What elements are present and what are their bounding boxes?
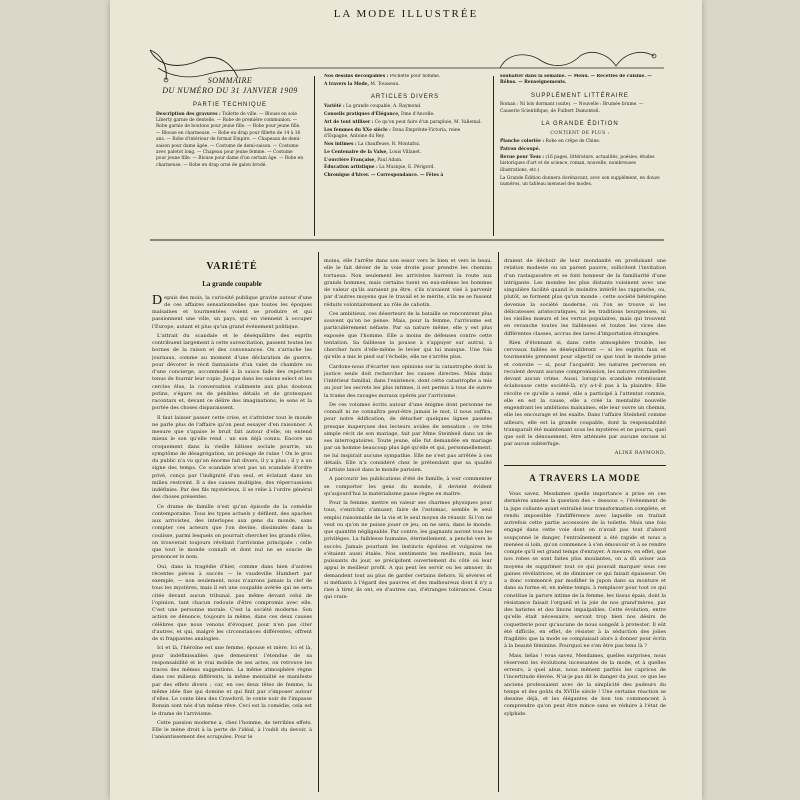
- body-paragraph: Vous savez, Mesdames quelle importance a prise en ces dernières années la question des « dessous », l'évènement de la jupe collante ayant entraîné leur transformation complète, et rendu impossible l'indifférence avec laquelle on traitait autrefois cette partie accessoire de la toilette. Mais une fois engagé dans cette voie dont on n'avait pas tout d'abord soupçonné le danger, l'entraînement a été rapide et nous a menées si loin, qu'on commence à s'en émouvoir et à se rendre compte qu'il est grand temps d'enrayer. A mesure, en effet, que nos robes se sont faites plus moulantes, on a dû aviser aux moyens de supprimer tout ce qui pouvait marquer sous ces gaines révélatrices, et de diminuer ce qui faisait épaisseur. On a donc commencé par modifier le jupon dans sa monture et dans sa forme et, en même temps, à remplacer pour tout ce qui constitue la parure intime de la femme, les tissus épais, dont la résistance faisait l'orgueil et la joie de nos grand'mères, par des batistes et des linons impalpables. Cette évolution, entre qu'elle était nécessaire, servait trop bien nos désirs de coquetterie pour qu'aucune de nous songeât à protester. Il eût été difficile, en effet, de résister à la séduction des jolies fragilités que la mode se complaisait alors à donner pour écrin à la beauté féminine. Pourquoi ne s'en être pas tenu là ?: [504, 491, 666, 650]
- contents-line: [324, 82, 486, 88]
- variete-column: [152, 260, 312, 796]
- line-lead: A travers la Mode,: [324, 81, 370, 87]
- variete-paragraph: Oui, dans la tragédie d'hier, comme dans bien d'autres récentes pièces à succès — le vaudeville Humbert par exemple, — non seulement, nous n'aurons jamais la clef de tous les mystères, mais il est une coupable avérée qui ne sera citée devant aucun tribunal, pas même devant celui de l'opinion, tant chacun redoute d'être compromis avec elle. C'est une personne morale. C'est la société moderne. Son action se dénonce, toujours la même, dans ces deux causes célèbres que nous venons d'évoquer, pour n'en pas citer d'autres, et qui, malgré les circonstances différentes, offrent de si frappantes analogies.: [152, 563, 312, 643]
- grande-edition-sub: CONTIENT DE PLUS :: [550, 130, 610, 136]
- grande-item: [500, 155, 660, 174]
- item-text: Dona Emprénte-Victoria, reine d'Espagne, Antoine du Rey.: [324, 127, 461, 139]
- description-text: Toilette de ville. — Blouse en soie Liberty garnie de dentelle. — Robe de première communion. — Robe garnie de boutons pour jeune fille. — Robe pour jeune fille. — Blouse en charmeuse. — Robe en drap pour fillette de 14 à 16 ans. — Robe d'intérieur de format Empire. — Chapeaux de demi-saison pour dame âgée. — Costume de demi-saison. — Costume avec paletot long. — Chapeau pour jeune femme. — Costume pour jeune fille. — Blouse pour dame d'un certain âge. — Robe en charmeuse. — Robe en drap orné de galon brodé.: [156, 111, 304, 168]
- item-text: Dme d'Ancelle.: [400, 111, 435, 117]
- body-paragraph: Ces ambitieux, ces déserteurs de la bataille se rencontrent plus souvent qu'on ne pense. Mais, pour la femme, l'arrivisme est particulièrement néfaste. Par sa nature même, elle y est plus exposée que l'homme. Elle a moins de défenses contre cette tentation. Sa faiblesse la pousse à s'appuyer sur autrui, à chercher hors d'elle-même le levier qui lui manque. Une fois qu'elle a mis le pied sur l'échelle, elle ne s'arrête plus.: [324, 310, 492, 361]
- grande-edition-heading: LA GRANDE ÉDITION: [541, 121, 619, 128]
- item-text: Louis Villanet.: [389, 149, 422, 155]
- item-lead: Variété :: [324, 103, 345, 109]
- item-text: La grande coupable, A. Raymond.: [346, 103, 422, 109]
- item-text: Ce qu'on peut faire d'un parapluie, M. Vallemal.: [374, 119, 482, 125]
- article-item: [324, 142, 486, 148]
- sommaire-band: [148, 46, 666, 242]
- item-lead: Patron découpé.: [500, 147, 541, 153]
- contents-line: [324, 74, 486, 80]
- article-item: [324, 150, 486, 156]
- middle-body-column: [324, 258, 492, 796]
- column-rule: [318, 252, 319, 792]
- running-head: LA MODE ILLUSTRÉE: [333, 8, 479, 20]
- description-gravures: [156, 112, 304, 169]
- item-lead: Éducation artistique :: [324, 165, 378, 171]
- contents-right-column: [500, 74, 660, 236]
- variete-paragraph: [152, 292, 312, 331]
- item-text: Robe en crêpe de Chine.: [545, 139, 601, 145]
- article-item: [324, 112, 486, 118]
- contents-middle-column: [324, 74, 486, 236]
- partie-technique-heading: PARTIE TECHNIQUE: [192, 102, 267, 108]
- article-item: [324, 128, 486, 141]
- column-rule: [314, 76, 315, 236]
- item-lead: Les femmes du XXe siècle :: [324, 127, 391, 133]
- column-rule: [493, 76, 494, 236]
- item-lead: Le Centenaire de la Valse,: [324, 149, 388, 155]
- variete-paragraph: L'attrait du scandale et le déséquilibre des esprits contribuent largement à cette surexcitation, passent toutes les bornes de la raison et des convenances. On s'arrache les journaux, comme au moment d'une déclaration de guerre, pour dévorer le récit fantaisiste d'un valet de chambre ou d'une concierge, accommodé à la sauce fade des reporters tenus de fournir leur copie. Jusque dans les salons select et les cercles élus, la conversation s'alimente aux plus douteux potins, s'égare en de pénibles détails et de grotesques racontars et, devant ce délire des imaginations, le sens et la portée des choses disparaissent.: [152, 332, 312, 412]
- item-text: (16 pages, littérature, actualités, poésies, études historiques d'art et de science, roman, nouvelle, nombreuses illustrations, etc.): [500, 155, 655, 173]
- article-item: [324, 120, 486, 126]
- article-item: [324, 165, 486, 171]
- body-paragraph: Rien d'étonnant si, dans cette atmosphère trouble, les cerveaux faibles se déséquilibrent — si les esprits faux et tourmentés prennent pour objectif ce que tout le monde prise et convoite — si, pour l'acquérir, les natures perverses en reculent devant aucune compromission, les natures criminelles devant aucun crime. Aussi, lorsqu'un scandale retentissant éclabousse cette société-là, n'y a-t-il pas à la plaindre. Elle récolte ce qu'elle a semé, elle a participé à l'attentat commis, elle en est la cause, elle a créé la mentalité nouvelle engendrant les ambitions malsaines, elle leur ouvre un chemin, elle les encourage et les exalte. Dans l'affaire Steinheil comme ailleurs, elle est la grande coupable, dont la responsabilité transparaît été maintenant sous les mystères et ne pourra, quel que soit le dénouement, être atténuée par aucune excuse ni par aucun subterfuge.: [504, 339, 666, 448]
- item-lead: Chronique d'hiver. — Correspondance. — Fêtes à: [324, 173, 444, 179]
- dropcap: D: [152, 292, 163, 308]
- item-text: La chauffeuse, R. Montafoz.: [357, 141, 421, 147]
- newspaper-page: [110, 0, 702, 800]
- column-rule: [498, 252, 499, 792]
- article-item: [324, 173, 486, 179]
- body-paragraph: moins, elle l'arrête dans son essor vers le bien et vers le beau, elle le fait dévier de la voie droite pour prendre les chemins tortueux. Non seulement les arrivistes barrent la route aux grands hommes, mais certains tuent en eux-mêmes les hommes de valeur qu'ils auraient pu être, s'ils n'avaient visé à parvenir par d'autres moyens que le travail et le mérite, s'ils ne se fussent réduits volontairement au rôle de cabotin.: [324, 258, 492, 308]
- item-text: La Musique, E. Périgord.: [379, 165, 435, 171]
- body-paragraph: Mais, hélas ! vous savez, Mesdames, quelles surprises, nous réservent les évolutions incessantes de la mode, et à quelles erreurs, à quel abus, nous mènent parfois les caprices de l'incertitude élevée. N'ai-je pas dit le danger du jour, ce que les anciens professaient avec de la simplicité des pudeurs du temps et des goûts du XVIIIe siècle ! Une certaine réaction se dessine déjà, et les élégantes de bon ton commencent à comprendre qu'on peut être mince sans se réduire à l'état de sylphide.: [504, 652, 666, 717]
- article-item: [324, 158, 486, 164]
- item-text: La Grande Édition donnera dorénavant, avec son supplément, en douze numéros, un tableau mensuel des modes.: [500, 175, 660, 187]
- sommaire-column: [156, 76, 304, 236]
- grande-item: [500, 139, 660, 145]
- item-lead: Revue pour Tous :: [500, 155, 545, 160]
- article-item: [324, 104, 486, 110]
- grande-item: [500, 147, 660, 153]
- sommaire-date: DU NUMÉRO DU 31 JANVIER 1909: [162, 86, 298, 95]
- grande-item: [500, 176, 660, 189]
- paragraph-text: epuis des mois, la curiosité publique gravite autour d'une de ces affaires sensationnelles que toutes les époques malsaines et tourmentées voient se produire et qui passionnent une ville, un pays, qui en viennent à occuper l'Europe, autant et plus qu'un grand événement politique.: [152, 294, 312, 330]
- a-travers-heading: A TRAVERS LA MODE: [529, 473, 641, 484]
- variete-heading: VARIÉTÉ: [206, 261, 258, 272]
- item-lead: Conseils pratiques d'Élégance,: [324, 111, 400, 117]
- variete-paragraph: Il faut laisser passer cette crise, et s'attrister tout le monde ne parle plus de l'affaire qu'on peut essayer d'en raisonner. A mesure que s'apaise le bruit fait autour d'elle, on entend mieux le son qu'elle rend : un son déjà connu. Encore un croquement dans la vieille bâtisse sociale pourrie, un symptôme de désagrégation, un présage de ruine ! On le gros du public n'a vu qu'un énorme fait divers, il y a plus ; il y a un signe des temps. Ce scandale n'est pas un scandale d'ordre privé, conçu par l'indignité d'un seul, et éclatant dans un milieu restreint. Il a des causes multiples, des répercussions indéfinies. Par des fils mystérieux, il se relie à l'ordre général des choses présentes.: [152, 414, 312, 501]
- body-paragraph: draient de déchoir de leur mondanité en produisant une relation modeste ou un parent pauvre, sollicitent l'invitation d'un rastaquouère et se font honneur de la familiarité d'une intrigante. Les mondes les plus distants voisinent avec une singulière facilité quand le moindre intérêt les rapproche, ou, plutôt, se forment plus qu'un monde : cette société hétérogène devenue la société moderne, où l'on se trouve si les délicatesses aristocratiques, ni les traditions bourgeoises, ni les vieilles mœurs et les vertus populaires, mais qui trouvent en revanche toutes les faiblesses et toutes les vices des différentes classes, accrus des tares d'importation étrangère.: [504, 258, 666, 337]
- supplement-text: Roman : Ni lois dormant (suite). — Nouvelle : Brumée brume. — Causerie Scientifique, de Fulbert Dumonteil.: [500, 102, 644, 114]
- item-text: Paul Adam.: [377, 157, 403, 163]
- variete-subheading: La grande coupable: [202, 279, 262, 288]
- articles-divers-heading: ARTICLES DIVERS: [370, 94, 440, 101]
- item-lead: Planche coloriée :: [500, 139, 545, 145]
- body-paragraph: A parcourir les publications d'été de famille, à voir commenter se comporter les gens du monde, il devient évident qu'aujourd'hui la matérialisme passe règne en maître.: [324, 476, 492, 497]
- variete-paragraph: Ce drame de famille n'est qu'un épisode de la comédie contemporaine. Tous les types actuels y défilent, des apaches aux arrivistes, des interlopes aux gens du monde, sans compter ces acteurs que l'on devine, dissimulés dans la coulisse, parmi lesquels on pourrait chercher les grands rôles, on trouverait toujours révélant l'arrivisme principale : celle que tout le monde connaît et dont nul ne se soucie de prononcer le nom.: [152, 503, 312, 561]
- body-paragraph: De ces volumes écrits autour d'une énigme dont personne ne connaît ni ne connaîtra peut-être jamais le mot, il nous suffira, pour notre édification, de détacher quelques lignes passées presque inaperçues des lecteurs avides de sensation : ce très simple récit de son mariage, fait par Mme Steinheil dans un de ses interrogatoires. Toute jeune, elle fut demandée en mariage par un homme beaucoup plus âgé qu'elle et qui, personnellement, ne lui inspirait aucune sympathie. Elle ne s'est pas arrêtée à ces détails. Elle n'a considéré chez le prétendant que sa qualité d'artiste lancé dans le monde parisien.: [324, 401, 492, 473]
- variete-paragraph: Ici et là, l'héroïne est une femme, épouse et mère. Ici et là, pour indéfinissables que demeurent l'étendue de sa responsabilité et le vrai mobile de ses actes, on retrouve les traces des mêmes suggestions. La même atmosphère règne dans ces milieux différents, la même mentalité se manifeste par des effets divers ; car, en ces deux têtes de femme, la même idée fixe qui domine et qui finit par s'imposer autour d'elles. Le conte bleu des Crawford, le conte noir de l'impasse Ronsin sont nés d'un même rêve. Ceci est la comédie, cela est le drame de l'arrivisme.: [152, 645, 312, 717]
- item-lead: Nos intimes :: [324, 141, 357, 147]
- description-lead: Description des gravures :: [156, 111, 221, 117]
- item-lead: L'ouvrière Française,: [324, 157, 376, 163]
- line-text: Pochette pour homme.: [389, 74, 441, 79]
- body-paragraph: Cardons-nous d'écarter nos opinions sur la catastrophe dont la justice seule doit rechercher les causes directes. Mais dans l'intérieur familial, dans l'existence, dont cette catastrophe a mis au jour les secrets les plus intimes, il est permis à tous de suivre la trame des ravages moraux opérés par l'arrivisme.: [324, 363, 492, 399]
- author-signature: ALINE RAYMOND.: [614, 450, 666, 456]
- supplement-heading: SUPPLÉMENT LITTÉRAIRE: [531, 92, 629, 99]
- item-lead: Art de tout utiliser :: [324, 119, 374, 125]
- body-paragraph: Pour la femme, mettre en valeur ses charmes physiques pour tous, s'enrichir, s'amuser, faire de l'estomac, semble le seul emploi raisonnable de la vie et le seul moyen de réussir. Si l'on ne veut ou qu'on ne puisse jouer ce jeu, on ne sera, dans le monde, que quantité négligeable. Par contre, les gagnants auront tous les privilèges. La faiblesse humaine, éternellement, a penché vers le succès. Jamais pourtant les instincts égoïstes et vulgaires ne s'étaient aussi étalés. Nos sentiments les meilleurs, mais les puissants du jour, se précipitent ouvertement du côté où leur appui le meilleur profit. A qui peut les servir ou les amuser, ils demandent tout au plus de garder certains dehors. Si sévères et si méfiants à l'égard des pauvres et des malheureux dont il n'y a rien à tirer, ils ont, en d'autres cas, d'étranges tolérances. Ceux qui crain-: [324, 500, 492, 601]
- right-body-column: [504, 258, 666, 796]
- line-text: M. Tousseau.: [370, 81, 400, 87]
- contents-lead-line: souhaiter dans la semaine. — Menu. — Recettes de cuisine. — Rébus. — Renseignements.: [500, 74, 652, 86]
- sommaire-title: SOMMAIRE: [207, 76, 253, 85]
- line-lead: Nos dessins découpables :: [324, 74, 389, 79]
- section-divider: [504, 465, 666, 466]
- variete-paragraph: Cette passion moderne a, chez l'homme, de terribles effets. Elle le mène droit à la perte de l'idéal, à l'oubli du devoir, à l'anéantissement des scrupules. Pour le: [152, 719, 312, 741]
